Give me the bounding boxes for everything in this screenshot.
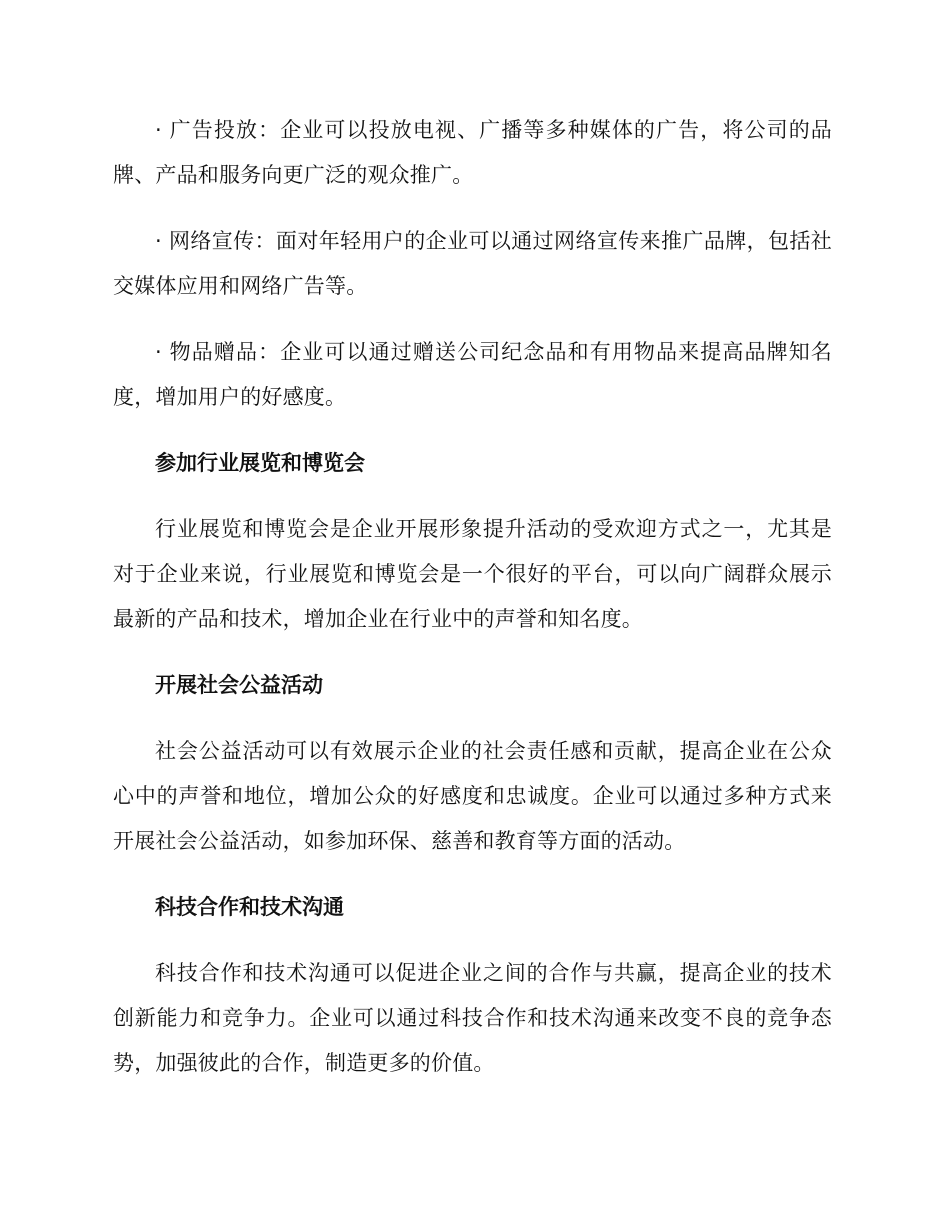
bullet-online-promotion: · 网络宣传：面对年轻用户的企业可以通过网络宣传来推广品牌，包括社交媒体应用和网络广告等。 — [113, 229, 832, 298]
section-heading-public-welfare: 开展社会公益活动 — [155, 673, 323, 697]
section-heading-tech-cooperation: 科技合作和技术沟通 — [155, 895, 344, 919]
section-body-public-welfare: 社会公益活动可以有效展示企业的社会责任感和贡献，提高企业在公众心中的声誉和地位，增加公众的好感度和忠诚度。企业可以通过多种方式来开展社会公益活动，如参加环保、慈善和教育等方面的活动。 — [113, 739, 832, 853]
section-heading-exhibitions: 参加行业展览和博览会 — [155, 451, 365, 475]
section-body-exhibitions: 行业展览和博览会是企业开展形象提升活动的受欢迎方式之一，尤其是对于企业来说，行业展览和博览会是一个很好的平台，可以向广阔群众展示最新的产品和技术，增加企业在行业中的声誉和知名度。 — [113, 517, 832, 631]
bullet-gifts: · 物品赠品：企业可以通过赠送公司纪念品和有用物品来提高品牌知名度，增加用户的好感度。 — [113, 340, 832, 409]
section-body-tech-cooperation: 科技合作和技术沟通可以促进企业之间的合作与共赢，提高企业的技术创新能力和竞争力。企业可以通过科技合作和技术沟通来改变不良的竞争态势，加强彼此的合作，制造更多的价值。 — [113, 961, 832, 1075]
bullet-advertising: · 广告投放：企业可以投放电视、广播等多种媒体的广告，将公司的品牌、产品和服务向更广泛的观众推广。 — [113, 118, 832, 187]
